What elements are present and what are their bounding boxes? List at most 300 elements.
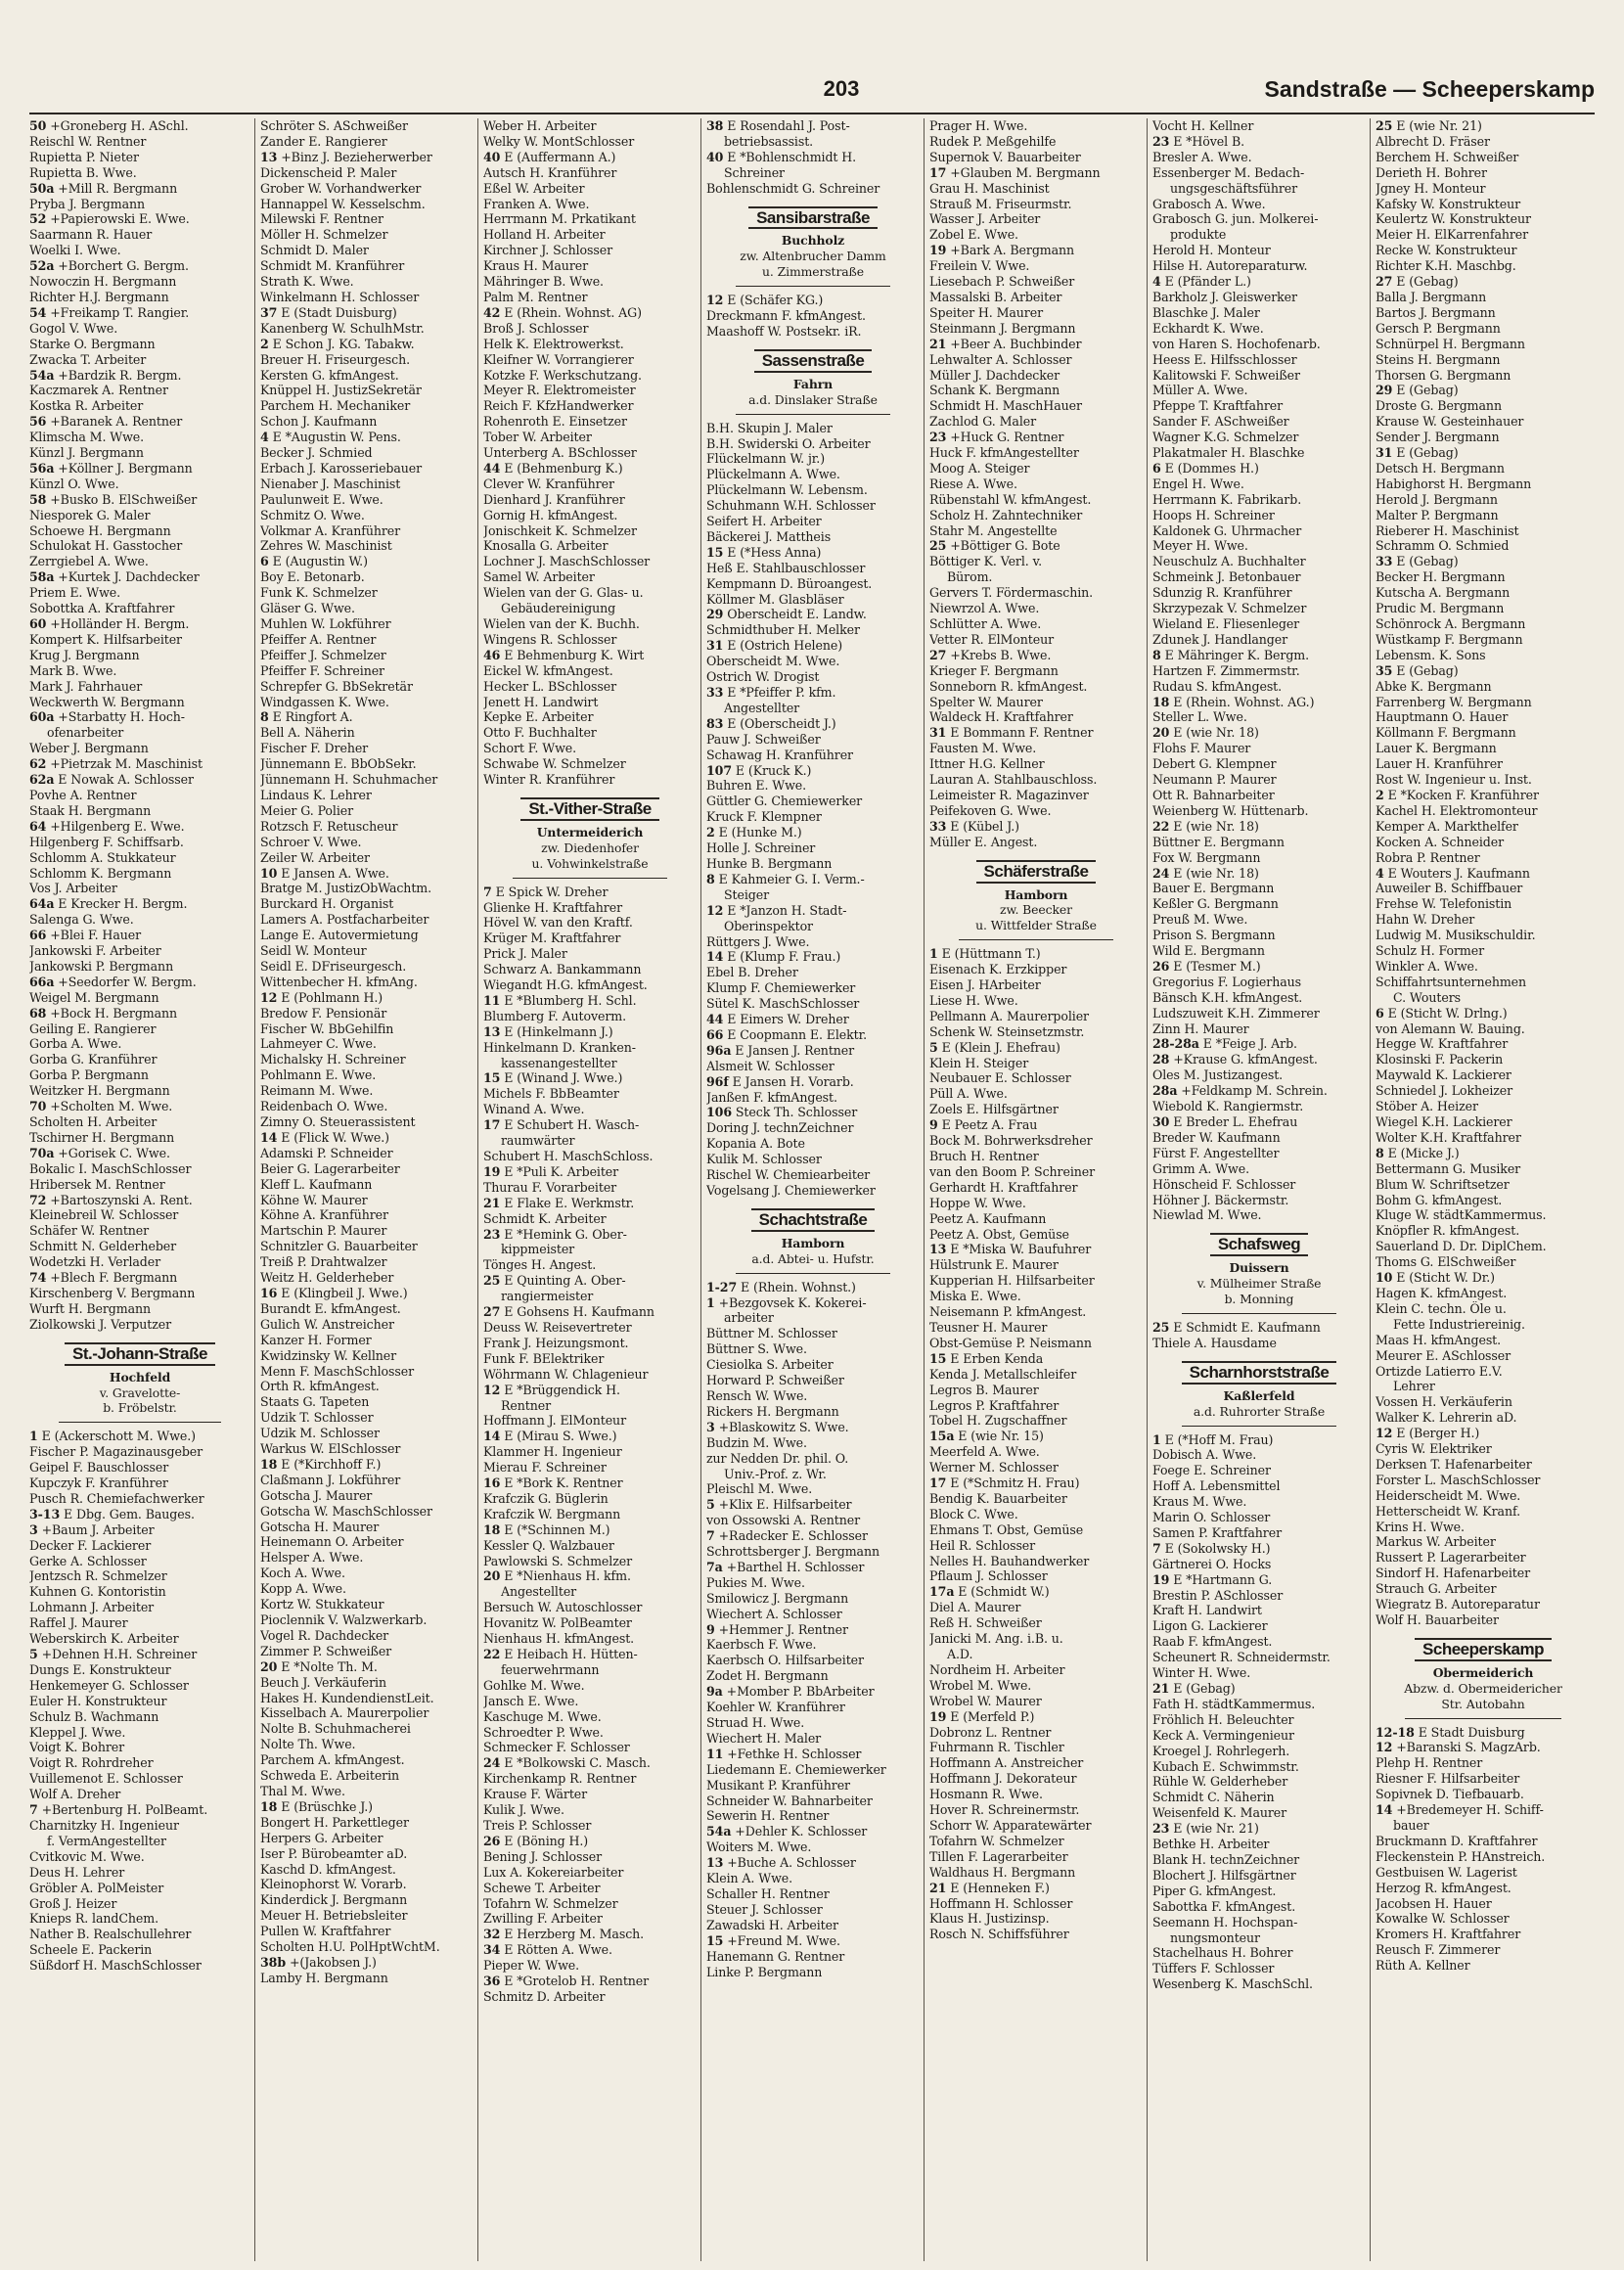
entry-text: E (Sokolwsky H.): [1164, 1540, 1271, 1556]
house-number: 21: [1152, 1681, 1170, 1696]
entry-text: Kemper A. Markthelfer: [1376, 818, 1518, 834]
directory-entry: [260, 585, 474, 601]
directory-entry: [1152, 258, 1366, 274]
entry-text: Kubach E. Schwimmstr.: [1152, 1758, 1299, 1774]
directory-entry: [483, 274, 697, 290]
house-number: 18: [260, 1456, 278, 1472]
entry-text: Preuß M. Wwe.: [1152, 912, 1248, 928]
entry-text: Bendig K. Bauarbeiter: [929, 1490, 1067, 1506]
house-number: 106: [706, 1105, 732, 1120]
entry-text: Seidl W. Monteur: [260, 943, 367, 959]
entry-text: E Spick W. Dreher: [495, 884, 609, 899]
house-number: 66: [706, 1026, 724, 1042]
directory-entry: [1152, 1067, 1366, 1083]
entry-text: Klimscha M. Wwe.: [29, 430, 145, 445]
street-location: u. Zimmerstraße: [762, 264, 864, 280]
entry-text: Meuer H. Betriebsleiter: [260, 1908, 408, 1924]
entry-text: E (Ackerschott M. Wwe.): [41, 1429, 196, 1444]
directory-entry: [1152, 321, 1366, 337]
entry-text: Herrmann M. Prkatikant: [483, 211, 636, 227]
directory-entry: [29, 1911, 250, 1927]
entry-text: Eisen J. HArbeiter: [929, 977, 1041, 993]
entry-text: E (Pohlmann H.): [281, 989, 383, 1005]
entry-text: E (Rhein. Wohnst.): [741, 1279, 856, 1294]
directory-entry: [29, 414, 250, 430]
directory-entry: [483, 1927, 697, 1942]
house-number: 7: [29, 1802, 38, 1818]
entry-text: Breder W. Kaufmann: [1152, 1129, 1281, 1145]
entry-text: Schmitz D. Arbeiter: [483, 1988, 606, 2004]
entry-text: Jansch E. Wwe.: [483, 1693, 579, 1708]
entry-text: kippmeister: [501, 1242, 575, 1257]
directory-entry: [483, 1989, 697, 2005]
directory-entry: [260, 663, 474, 679]
entry-text: Wurft H. Bergmann: [29, 1300, 152, 1316]
entry-text: Grober W. Vorhandwerker: [260, 180, 422, 196]
directory-entry: [1376, 1550, 1591, 1566]
house-number: 1: [1152, 1431, 1161, 1447]
directory-entry: [1152, 1588, 1366, 1604]
directory-entry: [1152, 134, 1366, 150]
directory-entry: [929, 368, 1143, 384]
directory-entry: [29, 321, 250, 337]
directory-entry: [260, 896, 474, 912]
entry-text: Peetz A. Kaufmann: [929, 1210, 1047, 1226]
page-header: [29, 76, 1595, 110]
entry-text: Burandt E. kfmAngest.: [260, 1300, 401, 1316]
entry-text: Jentzsch R. Schmelzer: [29, 1568, 167, 1584]
entry-text: Wöhrmann W. Chlagenieur: [483, 1366, 649, 1382]
directory-entry: [260, 227, 474, 243]
house-number: 20: [483, 1568, 501, 1584]
entry-text: Linke P. Bergmann: [706, 1964, 823, 1979]
entry-text: Hunke B. Bergmann: [706, 855, 833, 871]
house-number: 33: [929, 818, 947, 834]
entry-text: Hovanitz W. PolBeamter: [483, 1615, 632, 1631]
entry-text: Wesenberg K. MaschSchl.: [1152, 1976, 1313, 1992]
directory-entry: [929, 1834, 1143, 1849]
entry-text: +Krause G. kfmAngest.: [1173, 1052, 1318, 1067]
entry-text: E (Mirau S. Wwe.): [504, 1429, 617, 1444]
directory-entry: [1376, 1364, 1591, 1380]
directory-entry: [1376, 1566, 1591, 1581]
entry-text: E Behmenburg K. Wirt: [504, 647, 645, 662]
entry-text: Staats G. Tapeten: [260, 1394, 370, 1410]
entry-text: Gervers T. Fördermaschin.: [929, 585, 1094, 601]
house-number: 44: [706, 1012, 724, 1027]
directory-entry: [929, 492, 1143, 508]
entry-text: E (Stadt Duisburg): [281, 304, 397, 320]
directory-entry: [706, 1731, 920, 1747]
house-number: 40: [706, 149, 724, 164]
entry-text: Deuss W. Reisevertreter: [483, 1319, 632, 1335]
directory-entry: [29, 1896, 250, 1912]
entry-text: Klammer H. Ingenieur: [483, 1444, 622, 1460]
street-location: a.d. Ruhrorter Straße: [1193, 1403, 1326, 1419]
directory-entry: [929, 1336, 1143, 1351]
entry-text: Samel W. Arbeiter: [483, 569, 595, 585]
entry-text: Zander E. Rangierer: [260, 133, 387, 149]
directory-entry: [929, 601, 1143, 616]
entry-text: E (Winand J. Wwe.): [504, 1070, 623, 1086]
entry-text: Kirchner J. Schlosser: [483, 243, 612, 258]
directory-entry: [260, 1799, 474, 1815]
entry-text: Weisenfeld K. Maurer: [1152, 1805, 1287, 1821]
house-number: 12: [260, 989, 278, 1005]
directory-entry: [483, 1024, 697, 1040]
entry-text: Volkmar A. Kranführer: [260, 522, 401, 538]
directory-entry: [483, 368, 697, 384]
directory-entry: [260, 1691, 474, 1706]
house-number: 13: [706, 1855, 724, 1871]
directory-entry: [1376, 1896, 1591, 1912]
entry-text: Hauptmann O. Hauer: [1376, 709, 1509, 725]
house-number: 1: [706, 1294, 715, 1310]
directory-entry: [260, 445, 474, 461]
house-number: 44: [483, 460, 501, 476]
directory-entry: [929, 803, 1143, 819]
directory-entry: [706, 934, 920, 950]
directory-entry: [1376, 1099, 1591, 1114]
entry-text: Parchem H. Mechaniker: [260, 398, 411, 414]
entry-text: E (Ostrich Helene): [727, 638, 843, 654]
entry-text: Helsper A. Wwe.: [260, 1550, 364, 1566]
entry-text: Wiegandt H.G. kfmAngest.: [483, 977, 648, 993]
directory-entry: [1376, 1022, 1591, 1037]
directory-entry: [260, 1520, 474, 1535]
directory-entry: [706, 1481, 920, 1497]
directory-entry: [929, 430, 1143, 445]
street-name: Scheeperskamp: [1415, 1638, 1552, 1661]
house-number: 13: [483, 1023, 501, 1039]
directory-entry: [1376, 1958, 1591, 1974]
directory-entry: [1376, 181, 1591, 197]
directory-entry: [483, 1584, 697, 1600]
directory-entry: [483, 150, 697, 165]
entry-text: bauer: [1393, 1817, 1429, 1833]
directory-entry: [929, 1289, 1143, 1304]
directory-entry: [706, 1560, 920, 1575]
entry-text: +Busko B. ElSchweißer: [50, 491, 198, 507]
directory-entry: [29, 975, 250, 990]
entry-text: nungsmonteur: [1170, 1930, 1260, 1945]
directory-entry: [29, 1254, 250, 1270]
directory-entry: [483, 1849, 697, 1865]
entry-text: Rupietta P. Nieter: [29, 149, 139, 164]
directory-entry: [706, 1059, 920, 1074]
entry-text: Meurer E. ASchlosser: [1376, 1347, 1511, 1363]
entry-text: Tüffers F. Schlosser: [1152, 1961, 1275, 1976]
entry-text: Kruck F. Klempner: [706, 809, 822, 825]
directory-entry: [1376, 1223, 1591, 1239]
directory-entry: [29, 461, 250, 477]
entry-text: Decker F. Lackierer: [29, 1537, 152, 1553]
directory-entry: [1376, 1534, 1591, 1550]
street-name: Scharnhorststraße: [1182, 1361, 1337, 1385]
entry-text: E Breder L. Ehefrau: [1173, 1114, 1298, 1129]
directory-entry: [483, 601, 697, 616]
entry-text: Tillen F. Lagerarbeiter: [929, 1848, 1068, 1864]
directory-entry: [1376, 1161, 1591, 1177]
directory-entry: [1376, 414, 1591, 430]
directory-entry: [929, 197, 1143, 212]
entry-text: Moog A. Steiger: [929, 460, 1030, 476]
house-number: 21: [929, 336, 947, 351]
directory-entry: [706, 1074, 920, 1090]
entry-text: Zeiler W. Arbeiter: [260, 849, 370, 865]
entry-text: Cvitkovic M. Wwe.: [29, 1848, 145, 1864]
directory-entry: [483, 1834, 697, 1849]
entry-text: E *Puli K. Arbeiter: [504, 1163, 619, 1179]
entry-text: Köllmann F. Bergmann: [1376, 725, 1516, 741]
entry-text: Koch A. Wwe.: [260, 1566, 345, 1581]
directory-entry: [706, 1027, 920, 1043]
directory-entry: [1152, 1665, 1366, 1681]
entry-text: Sdunzig R. Kranführer: [1152, 585, 1292, 601]
directory-entry: [706, 1388, 920, 1404]
entry-text: +Seedorfer W. Bergm.: [58, 974, 197, 989]
directory-entry: [1376, 134, 1591, 150]
entry-text: Gärtnerei O. Hocks: [1152, 1556, 1272, 1571]
entry-text: +Baum J. Arbeiter: [41, 1521, 155, 1537]
directory-entry: [29, 569, 250, 585]
directory-entry: [260, 554, 474, 569]
directory-entry: [29, 477, 250, 492]
directory-entry: [260, 1146, 474, 1161]
entry-text: Sewerin H. Rentner: [706, 1808, 830, 1824]
directory-entry: [483, 1056, 697, 1071]
directory-entry: [260, 679, 474, 695]
entry-text: Grimm A. Wwe.: [1152, 1160, 1249, 1176]
entry-text: Lehrer: [1393, 1379, 1435, 1394]
street-name: St.-Vither-Straße: [520, 797, 658, 821]
directory-entry: [483, 243, 697, 258]
directory-entry: [929, 1647, 1143, 1662]
directory-entry: [260, 1036, 474, 1052]
directory-entry: [483, 554, 697, 569]
directory-entry: [1152, 305, 1366, 321]
directory-entry: [706, 809, 920, 825]
directory-entry: [1376, 321, 1591, 337]
directory-entry: [1376, 648, 1591, 663]
entry-text: Recke W. Konstrukteur: [1376, 243, 1517, 258]
entry-text: Herold J. Bergmann: [1376, 491, 1498, 507]
entry-text: Wiegel K.H. Lackierer: [1376, 1114, 1512, 1129]
entry-text: Auweiler B. Schiffbauer: [1376, 881, 1523, 896]
entry-text: Winand A. Wwe.: [483, 1102, 585, 1117]
directory-entry: [1376, 725, 1591, 741]
entry-text: Schroedter P. Wwe.: [483, 1724, 604, 1740]
house-number: 96f: [706, 1073, 729, 1089]
directory-entry: [483, 1476, 697, 1491]
entry-text: Zehres W. Maschinist: [260, 538, 392, 554]
entry-text: Doring J. technZeichner: [706, 1120, 854, 1136]
directory-entry: [29, 523, 250, 539]
entry-text: Waldhaus H. Bergmann: [929, 1864, 1076, 1880]
entry-text: Lange E. Autovermietung: [260, 928, 419, 943]
street-location: u. Vohwinkelstraße: [531, 855, 649, 871]
entry-text: E Schubert H. Wasch-: [504, 1117, 640, 1133]
entry-text: Lebensm. K. Sons: [1376, 647, 1486, 662]
entry-text: Reusch F. Zimmerer: [1376, 1942, 1501, 1958]
house-number: 15: [929, 1350, 947, 1366]
directory-entry: [929, 1911, 1143, 1927]
district-name: Hamborn: [1004, 886, 1068, 902]
directory-entry: [29, 1771, 250, 1787]
entry-text: +Huck G. Rentner: [950, 430, 1064, 445]
directory-entry: [260, 414, 474, 430]
entry-text: Liedemann E. Chemiewerker: [706, 1761, 886, 1777]
directory-entry: [29, 1958, 250, 1974]
directory-entry: [929, 663, 1143, 679]
directory-entry: [1376, 398, 1591, 414]
entry-text: Ortizde Latierro E.V.: [1376, 1363, 1503, 1379]
entry-text: Jankowski F. Arbeiter: [29, 943, 161, 959]
directory-entry: [929, 1771, 1143, 1787]
entry-text: Musikant P. Kranführer: [706, 1777, 850, 1793]
entry-text: Gulich W. Anstreicher: [260, 1316, 394, 1332]
directory-entry: [1376, 1333, 1591, 1348]
directory-entry: [1376, 290, 1591, 305]
entry-text: Kortz W. Stukkateur: [260, 1597, 384, 1612]
directory-entry: [260, 197, 474, 212]
street-heading: [1152, 1361, 1366, 1385]
directory-entry: [706, 840, 920, 856]
street-location: u. Wittfelder Straße: [975, 918, 1097, 933]
directory-entry: [929, 1554, 1143, 1569]
house-number: 37: [260, 304, 278, 320]
entry-text: E (Hunke M.): [718, 825, 802, 840]
directory-entry: [260, 165, 474, 181]
entry-text: Schenk W. Steinsetzmstr.: [929, 1023, 1085, 1039]
entry-text: Schnitzler G. Bauarbeiter: [260, 1239, 418, 1254]
directory-entry: [483, 1086, 697, 1102]
directory-entry: [260, 1114, 474, 1130]
directory-entry: [929, 1507, 1143, 1522]
directory-entry: [929, 243, 1143, 258]
district-name: Fahrn: [792, 376, 834, 391]
directory-entry: [260, 1441, 474, 1457]
entry-text: Frank J. Heizungsmont.: [483, 1335, 629, 1350]
directory-entry: [1152, 1006, 1366, 1022]
entry-text: +Bardzik R. Bergm.: [58, 367, 182, 383]
entry-text: Kopania A. Bote: [706, 1136, 805, 1152]
entry-text: +Barthel H. Schlosser: [726, 1559, 865, 1574]
directory-entry: [483, 1227, 697, 1243]
directory-entry: [260, 725, 474, 741]
directory-entry: [483, 1383, 697, 1398]
street-name: Sassenstraße: [754, 349, 873, 373]
district-name: Hamborn: [781, 1235, 845, 1250]
entry-text: Neuschulz A. Buchhalter: [1152, 554, 1306, 569]
directory-entry: [260, 1815, 474, 1831]
entry-text: Vos J. Arbeiter: [29, 881, 117, 896]
directory-entry: [483, 741, 697, 756]
entry-text: Koehler W. Kranführer: [706, 1700, 845, 1715]
entry-text: Scheele E. Packerin: [29, 1942, 153, 1958]
entry-text: Michels F. BbBeamter: [483, 1086, 619, 1102]
directory-entry: [29, 211, 250, 227]
entry-text: Rentner: [501, 1397, 551, 1413]
entry-text: Eßel W. Arbeiter: [483, 180, 585, 196]
directory-entry: [483, 1694, 697, 1709]
directory-entry: [29, 601, 250, 616]
directory-entry: [706, 1933, 920, 1949]
directory-entry: [1376, 1254, 1591, 1270]
entry-text: Jünnemann E. BbObSekr.: [260, 756, 417, 772]
entry-text: Legros B. Maurer: [929, 1382, 1039, 1397]
entry-text: E (wie Nr. 21): [1173, 1821, 1259, 1837]
entry-text: Schniedel J. Lokheizer: [1376, 1083, 1513, 1099]
entry-text: Fath H. städtKammermus.: [1152, 1696, 1316, 1711]
directory-entry: [260, 492, 474, 508]
directory-entry: [260, 943, 474, 959]
entry-text: Schon J. Kaufmann: [260, 414, 378, 430]
directory-entry: [483, 1662, 697, 1678]
directory-entry: [260, 243, 474, 258]
directory-entry: [29, 337, 250, 352]
entry-text: Bauer E. Bergmann: [1152, 881, 1275, 896]
entry-text: E Mähringer K. Bergm.: [1164, 647, 1310, 662]
entry-text: Niewrzol A. Wwe.: [929, 601, 1040, 616]
directory-entry: [260, 1488, 474, 1504]
entry-text: Derieth H. Bohrer: [1376, 164, 1487, 180]
entry-text: Pieper W. Wwe.: [483, 1958, 580, 1974]
directory-entry: [260, 1426, 474, 1441]
entry-text: Welky W. MontSchlosser: [483, 133, 635, 149]
directory-entry: [29, 1022, 250, 1037]
directory-entry: [260, 321, 474, 337]
entry-text: Ludszuweit K.H. Zimmerer: [1152, 1005, 1320, 1021]
entry-text: Winkler A. Wwe.: [1376, 958, 1478, 974]
house-number: 64: [29, 818, 47, 834]
directory-entry: [929, 679, 1143, 695]
entry-text: Süßdorf H. MaschSchlosser: [29, 1958, 202, 1974]
entry-text: Grau H. Maschinist: [929, 180, 1050, 196]
directory-entry: [1152, 1463, 1366, 1478]
entry-text: E (*Schinnen M.): [504, 1521, 610, 1537]
directory-entry: [1152, 1961, 1366, 1976]
directory-entry: [706, 576, 920, 592]
entry-text: E *Augustin W. Pens.: [272, 430, 401, 445]
directory-entry: [29, 990, 250, 1006]
directory-entry: [29, 1067, 250, 1083]
directory-entry: [706, 1653, 920, 1668]
house-number: 107: [706, 762, 732, 778]
entry-text: E (Klump F. Frau.): [727, 949, 841, 965]
entry-text: Krafczik W. Bergmann: [483, 1506, 621, 1521]
directory-entry: [706, 1497, 920, 1513]
entry-text: Schmidt K. Arbeiter: [483, 1210, 607, 1226]
entry-text: Vossen H. Verkäuferin: [1376, 1394, 1512, 1410]
directory-entry: [29, 1942, 250, 1958]
entry-text: Dobisch A. Wwe.: [1152, 1447, 1257, 1463]
entry-text: Peetz A. Obst, Gemüse: [929, 1226, 1069, 1242]
directory-entry: [1152, 523, 1366, 539]
entry-text: Mark B. Wwe.: [29, 662, 117, 678]
directory-entry: [483, 445, 697, 461]
directory-entry: [29, 1099, 250, 1114]
entry-text: E *Janzon H. Stadt-: [727, 902, 847, 918]
entry-text: E Jansen H. Vorarb.: [732, 1073, 854, 1089]
entry-text: Priem E. Wwe.: [29, 585, 120, 601]
directory-entry: [706, 1295, 920, 1311]
directory-entry: [929, 1086, 1143, 1102]
entry-text: Neisemann P. kfmAngest.: [929, 1304, 1087, 1320]
directory-entry: [29, 383, 250, 398]
entry-text: Weberskirch K. Arbeiter: [29, 1631, 179, 1647]
directory-entry: [706, 421, 920, 436]
